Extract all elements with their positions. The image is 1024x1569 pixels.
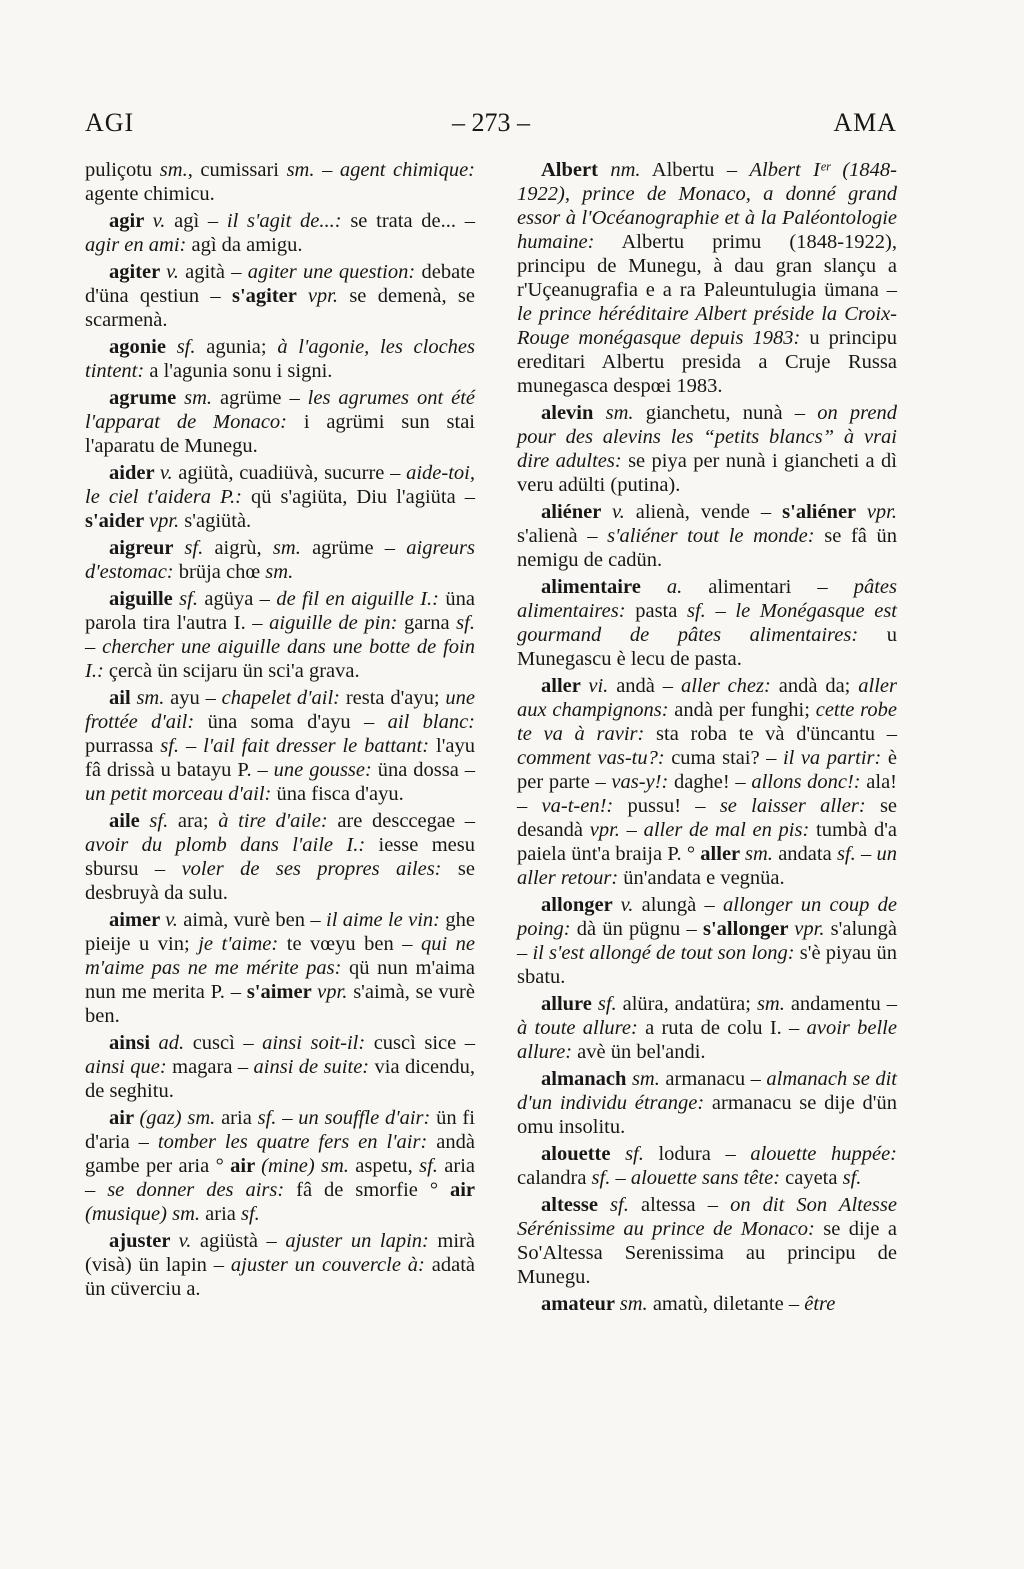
italic-text: comment vas-tu?:: [517, 747, 665, 769]
italic-text: v.: [159, 462, 173, 484]
roman-text: çercà ün scijaru ün sci'a grava.: [103, 660, 360, 682]
italic-text: agent chimique:: [339, 159, 476, 181]
roman-text: lodura –: [643, 1143, 751, 1165]
dictionary-entry: [85, 1031, 475, 1103]
italic-text: il s'agit de...:: [226, 210, 342, 232]
roman-text: altessa –: [628, 1194, 731, 1216]
headword: agonie: [109, 336, 177, 358]
italic-text: le Monégasque est gourmand de pâtes alimentaires:: [517, 600, 898, 646]
headword: ajuster: [109, 1230, 179, 1252]
headword: almanach: [541, 1068, 632, 1090]
italic-text: se laisser aller:: [719, 795, 866, 817]
dictionary-entry: [517, 158, 897, 398]
italic-text: un aller retour:: [517, 843, 897, 889]
italic-text: de fil en aiguille I.:: [276, 588, 440, 610]
roman-text: se trata de... –: [341, 210, 476, 232]
dictionary-entry: [517, 401, 897, 497]
italic-text: chapelet d'ail:: [221, 687, 341, 709]
italic-text: sm.: [184, 387, 213, 409]
headword: agir: [109, 210, 153, 232]
italic-text: un petit morceau d'ail:: [85, 783, 272, 805]
roman-text: –: [85, 636, 103, 658]
roman-text: cayeta: [780, 1167, 843, 1189]
roman-text: aria: [200, 1203, 241, 1225]
guide-word-left: AGI: [85, 108, 135, 137]
dictionary-entry: [517, 1142, 897, 1190]
italic-text: v.: [166, 261, 179, 283]
roman-text: a l'agunia sonu i signi.: [144, 360, 333, 382]
italic-text: sf.: [419, 1155, 438, 1177]
italic-text: v.: [178, 1230, 192, 1252]
italic-text: agiter une question:: [247, 261, 416, 283]
dictionary-entry: [85, 908, 475, 1028]
italic-text: vi.: [588, 675, 609, 697]
roman-text: ghe pieije u vin;: [85, 909, 475, 955]
roman-text: ara;: [168, 810, 219, 832]
page-header: [85, 106, 897, 140]
roman-text: –: [179, 735, 204, 757]
dictionary-entry: [85, 461, 475, 533]
headword: alevin: [541, 402, 606, 424]
roman-text: agità –: [178, 261, 248, 283]
roman-text: fâ de smorfie °: [284, 1179, 450, 1201]
dictionary-entry: [85, 1106, 475, 1226]
roman-text: alüra, andatüra;: [616, 993, 757, 1015]
roman-text: se dije a So'Altessa Serenissima au principu de Munegu.: [517, 1218, 897, 1288]
italic-text: une frottée d'ail:: [85, 687, 475, 733]
roman-text: agunia;: [195, 336, 278, 358]
italic-text: à l'agonie, les cloches tintent:: [85, 336, 475, 382]
roman-text: üna dossa –: [371, 759, 475, 781]
italic-text: chercher une aiguille dans une botte de foin I.:: [85, 636, 475, 682]
italic-text: il aime le vin:: [326, 909, 441, 931]
italic-text: sm.: [136, 687, 165, 709]
italic-text: sf.: [842, 1167, 862, 1189]
italic-text: v.: [152, 210, 166, 232]
roman-text: resta d'ayu;: [340, 687, 446, 709]
italic-text: (gaz) sm.: [139, 1107, 216, 1129]
roman-text: andà gambe per aria °: [85, 1131, 475, 1177]
italic-text: (musique) sm.: [85, 1203, 201, 1225]
italic-text: avoir du plomb dans l'aile I.:: [85, 834, 366, 856]
roman-text: agente chimicu.: [85, 183, 215, 205]
headword: s'agiter: [231, 285, 308, 307]
italic-text: sf.: [591, 1167, 611, 1189]
roman-text: via dicendu, de seghitu.: [85, 1056, 476, 1102]
italic-text: sm.: [619, 1293, 648, 1315]
italic-text: va-t-en!:: [541, 795, 614, 817]
headword: s'aimer: [246, 981, 318, 1003]
roman-text: mirà (visà) ün lapin –: [85, 1230, 475, 1276]
italic-text: alouette huppée:: [750, 1143, 897, 1165]
dictionary-entry: [85, 158, 475, 206]
italic-text: ail blanc:: [387, 711, 476, 733]
roman-text: agüya –: [197, 588, 277, 610]
roman-text: agrüme –: [212, 387, 308, 409]
roman-text: aigrù,: [203, 537, 273, 559]
dictionary-entry: [517, 674, 897, 890]
italic-text: sm.: [272, 537, 301, 559]
italic-text: pâtes alimentaires:: [517, 576, 897, 622]
italic-text: almanach se dit d'un individu étrange:: [517, 1068, 897, 1114]
roman-text: dà ün pügnu –: [570, 918, 703, 940]
roman-text: tumbà d'a paiela ünt'a braija P. °: [517, 819, 897, 865]
roman-text: magara –: [166, 1056, 254, 1078]
roman-text: alimentari –: [682, 576, 854, 598]
roman-text: se desbruyà da sulu.: [85, 858, 475, 904]
roman-text: ayu –: [164, 687, 222, 709]
dictionary-entry: [517, 1292, 897, 1316]
italic-text: v.: [620, 894, 634, 916]
italic-text: tomber les quatre fers en l'air:: [157, 1131, 428, 1153]
italic-text: à toute allure:: [517, 1017, 638, 1039]
roman-text: se fâ ün nemigu de cadün.: [517, 525, 897, 571]
italic-text: vpr.: [866, 501, 898, 523]
italic-text: sf.: [597, 993, 617, 1015]
dictionary-entry: [85, 335, 475, 383]
roman-text: ün fi d'aria –: [85, 1107, 475, 1153]
roman-text: s'alungà –: [517, 918, 897, 964]
italic-text: sm.: [745, 843, 773, 865]
headword: alouette: [541, 1143, 626, 1165]
italic-text: aller de mal en pis:: [643, 819, 810, 841]
headword: aller: [700, 843, 746, 865]
roman-text: andà –: [608, 675, 681, 697]
italic-text: ainsi de suite:: [253, 1056, 370, 1078]
roman-text: , cumissari: [187, 159, 287, 181]
italic-text: vpr.: [307, 285, 338, 307]
headword: aliéner: [541, 501, 613, 523]
roman-text: –: [619, 819, 644, 841]
italic-text: être: [804, 1293, 836, 1315]
dictionary-entry: [517, 1067, 897, 1139]
headword: aider: [109, 462, 160, 484]
roman-text: debate d'üna qestiun –: [85, 261, 475, 307]
roman-text: armanacu se dije d'ün omu insolitu.: [517, 1092, 897, 1138]
italic-text: sf.: [149, 810, 169, 832]
headword: agiter: [109, 261, 167, 283]
italic-text: vpr.: [317, 981, 348, 1003]
italic-text: sm.: [605, 402, 634, 424]
page-number: – 273 –: [452, 108, 530, 137]
italic-text: aller chez:: [680, 675, 771, 697]
italic-text: sf.: [184, 537, 204, 559]
roman-text: –: [855, 843, 877, 865]
roman-text: aria: [215, 1107, 258, 1129]
roman-text: garna: [397, 612, 457, 634]
roman-text: adatà ün cüverciu a.: [85, 1254, 475, 1300]
roman-text: alungà –: [633, 894, 724, 916]
dictionary-entry: [517, 500, 897, 572]
roman-text: brüja chœ: [173, 561, 266, 583]
dictionary-entry: [85, 209, 475, 257]
roman-text: aspetu,: [348, 1155, 420, 1177]
italic-text: a.: [666, 576, 683, 598]
roman-text: andà da;: [770, 675, 859, 697]
roman-text: u Munegascu è lecu de pasta.: [517, 624, 897, 670]
italic-text: ajuster un lapin:: [285, 1230, 429, 1252]
roman-text: are desccegae –: [327, 810, 475, 832]
roman-text: s'aimà, se vurè ben.: [85, 981, 475, 1027]
roman-text: avè ün bel'andi.: [572, 1041, 706, 1063]
roman-text: agrüme –: [300, 537, 407, 559]
italic-text: il va partir:: [782, 747, 882, 769]
roman-text: andamentu –: [784, 993, 897, 1015]
headword: air: [449, 1179, 476, 1201]
italic-text: sf.: [625, 1143, 644, 1165]
italic-text: il s'est allongé de tout son long:: [532, 942, 795, 964]
italic-text: sm.: [286, 159, 315, 181]
italic-text: (mine) sm.: [261, 1155, 349, 1177]
italic-text: v.: [612, 501, 625, 523]
roman-text: pussu! –: [613, 795, 720, 817]
headword: air: [230, 1155, 262, 1177]
italic-text: vpr.: [148, 510, 180, 532]
roman-text: cuscì –: [184, 1032, 263, 1054]
italic-text: nm.: [610, 159, 641, 181]
roman-text: aria –: [85, 1155, 475, 1201]
roman-text: –: [610, 1167, 631, 1189]
italic-text: agir en ami:: [85, 234, 187, 256]
roman-text: –: [705, 600, 736, 622]
roman-text: agì –: [165, 210, 227, 232]
italic-text: ainsi soit-il:: [262, 1032, 366, 1054]
roman-text: amatù, diletante –: [647, 1293, 805, 1315]
roman-text: üna parola tira l'autra I. –: [85, 588, 475, 634]
roman-text: s'alienà –: [517, 525, 608, 547]
headword: allure: [541, 993, 598, 1015]
headword: allonger: [541, 894, 621, 916]
italic-text: aigreurs d'estomac:: [85, 537, 475, 583]
italic-text: ainsi que:: [85, 1056, 167, 1078]
italic-text: vpr.: [794, 918, 825, 940]
headword: aiguille: [109, 588, 180, 610]
italic-text: v.: [165, 909, 178, 931]
column-left: [85, 158, 475, 1319]
headword: agrume: [109, 387, 185, 409]
roman-text: calandra: [517, 1167, 592, 1189]
headword: altesse: [541, 1194, 611, 1216]
italic-text: les agrumes ont été l'apparat de Monaco:: [85, 387, 475, 433]
dictionary-entry: [85, 260, 475, 332]
roman-text: gianchetu, nunà –: [633, 402, 818, 424]
italic-text: sf.: [836, 843, 856, 865]
roman-text: agiüstà –: [191, 1230, 286, 1252]
roman-text: sta roba te và d'üncantu –: [644, 723, 897, 745]
italic-text: sf.: [257, 1107, 277, 1129]
dictionary-entry: [85, 587, 475, 683]
roman-text: ala! –: [517, 771, 897, 817]
roman-text: purrassa: [85, 735, 161, 757]
headword: s'aider: [85, 510, 149, 532]
italic-text: sm.: [756, 993, 785, 1015]
italic-text: sf.: [456, 612, 475, 634]
headword: aller: [541, 675, 589, 697]
roman-text: puliçotu: [85, 159, 160, 181]
italic-text: sm.: [631, 1068, 660, 1090]
italic-text: ad.: [158, 1032, 185, 1054]
roman-text: alienà, vende –: [624, 501, 783, 523]
italic-text: on prend pour des alevins les “petits blancs” à vrai dire adultes:: [517, 402, 897, 472]
roman-text: –: [276, 1107, 299, 1129]
dictionary-entry: [85, 1229, 475, 1301]
dictionary-entry: [85, 686, 475, 806]
dictionary-entry: [85, 809, 475, 905]
italic-text: on dit Son Altesse Sérénissime au prince de Monaco:: [517, 1194, 897, 1240]
italic-text: allonger un coup de poing:: [517, 894, 897, 940]
italic-text: sf.: [160, 735, 180, 757]
italic-text: ajuster un couvercle à:: [230, 1254, 425, 1276]
dictionary-entry: [517, 1193, 897, 1289]
italic-text: sf.: [687, 600, 706, 622]
roman-text: l'ayu fâ drissà u batayu P. –: [85, 735, 475, 781]
italic-text: un souffle d'air:: [298, 1107, 431, 1129]
italic-text: à tire d'aile:: [218, 810, 328, 832]
headword: ainsi: [109, 1032, 159, 1054]
roman-text: ün'andata e vegnüa.: [618, 867, 785, 889]
headword: amateur: [541, 1293, 620, 1315]
roman-text: üna fisca d'ayu.: [271, 783, 404, 805]
italic-text: alouette sans tête:: [630, 1167, 781, 1189]
roman-text: –: [314, 159, 340, 181]
text-columns: [85, 158, 897, 1319]
roman-text: se demenà, se scarmenà.: [85, 285, 475, 331]
italic-text: aller aux champignons:: [517, 675, 897, 721]
italic-text: sf.: [176, 336, 196, 358]
roman-text: cuscì sice –: [365, 1032, 475, 1054]
dictionary-entry: [85, 386, 475, 458]
headword: aigreur: [109, 537, 185, 559]
headword: ail: [109, 687, 137, 709]
italic-text: sf.: [179, 588, 198, 610]
headword: s'allonger: [703, 918, 795, 940]
roman-text: è per parte –: [517, 747, 897, 793]
italic-text: une gousse:: [273, 759, 372, 781]
dictionary-entry: [517, 893, 897, 989]
italic-text: voler de ses propres ailes:: [181, 858, 442, 880]
italic-text: vpr.: [589, 819, 620, 841]
italic-text: s'aliéner tout le monde:: [607, 525, 815, 547]
roman-text: aimà, vurè ben –: [177, 909, 326, 931]
italic-text: sm.: [159, 159, 188, 181]
roman-text: se piya per nunà i giancheti a dì veru adülti (putina).: [517, 450, 897, 496]
roman-text: a ruta de colu I. –: [637, 1017, 807, 1039]
roman-text: qü nun m'aima nun me merita P. –: [85, 957, 475, 1003]
italic-text: aiguille de pin:: [269, 612, 398, 634]
italic-text: cette robe te va à ravir:: [517, 699, 897, 745]
italic-text: sf.: [610, 1194, 629, 1216]
roman-text: pasta: [625, 600, 687, 622]
roman-text: s'è piyau ün sbatu.: [517, 942, 897, 988]
column-right: [517, 158, 897, 1319]
roman-text: s'agiütà.: [179, 510, 252, 532]
roman-text: andata: [772, 843, 837, 865]
roman-text: se desandà: [517, 795, 898, 841]
italic-text: Albert Iᵉʳ (1848-1922), prince de Monaco, a donné grand essor à l'Océanographie et à la Paléontologie humaine:: [517, 159, 897, 253]
roman-text: daghe! –: [668, 771, 752, 793]
italic-text: je t'aime:: [198, 933, 279, 955]
roman-text: qü s'agiüta, Diu l'agiüta –: [241, 486, 475, 508]
headword: air: [109, 1107, 140, 1129]
headword: aimer: [109, 909, 166, 931]
italic-text: le prince héréditaire Albert préside la Croix-Rouge monégasque depuis 1983:: [517, 303, 897, 349]
headword: alimentaire: [541, 576, 667, 598]
roman-text: agiütà, cuadiüvà, sucurre –: [172, 462, 407, 484]
italic-text: qui ne m'aime pas ne me mérite pas:: [85, 933, 475, 979]
headword: Albert: [541, 159, 611, 181]
italic-text: sf.: [241, 1203, 260, 1225]
roman-text: andà per funghi;: [668, 699, 816, 721]
roman-text: cuma stai? –: [664, 747, 783, 769]
roman-text: Albertu primu (1848-1922), principu de Munegu, à dau gran slançu a r'Uçeanugrafia e a ra Paleuntulugia ümana –: [517, 231, 897, 301]
italic-text: avoir belle allure:: [517, 1017, 897, 1063]
italic-text: allons donc!:: [751, 771, 861, 793]
italic-text: se donner des airs:: [107, 1179, 285, 1201]
roman-text: armanacu –: [659, 1068, 767, 1090]
italic-text: l'ail fait dresser le battant:: [203, 735, 430, 757]
roman-text: i agrümi sun stai l'aparatu de Munegu.: [85, 411, 475, 457]
guide-word-right: AMA: [833, 108, 897, 137]
italic-text: sm.: [265, 561, 294, 583]
roman-text: üna soma d'ayu –: [194, 711, 388, 733]
italic-text: vas-y!:: [611, 771, 669, 793]
roman-text: u principu ereditari Albertu presida a Cruje Russa munegasca despœi 1983.: [517, 327, 897, 397]
headword: s'aliéner: [782, 501, 867, 523]
roman-text: iesse mesu sbursu –: [85, 834, 475, 880]
headword: aile: [109, 810, 150, 832]
italic-text: aide-toi, le ciel t'aidera P.:: [85, 462, 475, 508]
dictionary-entry: [85, 536, 475, 584]
roman-text: te vœyu ben –: [278, 933, 421, 955]
dictionary-entry: [517, 575, 897, 671]
roman-text: agì da amigu.: [186, 234, 303, 256]
roman-text: Albertu –: [640, 159, 750, 181]
dictionary-entry: [517, 992, 897, 1064]
